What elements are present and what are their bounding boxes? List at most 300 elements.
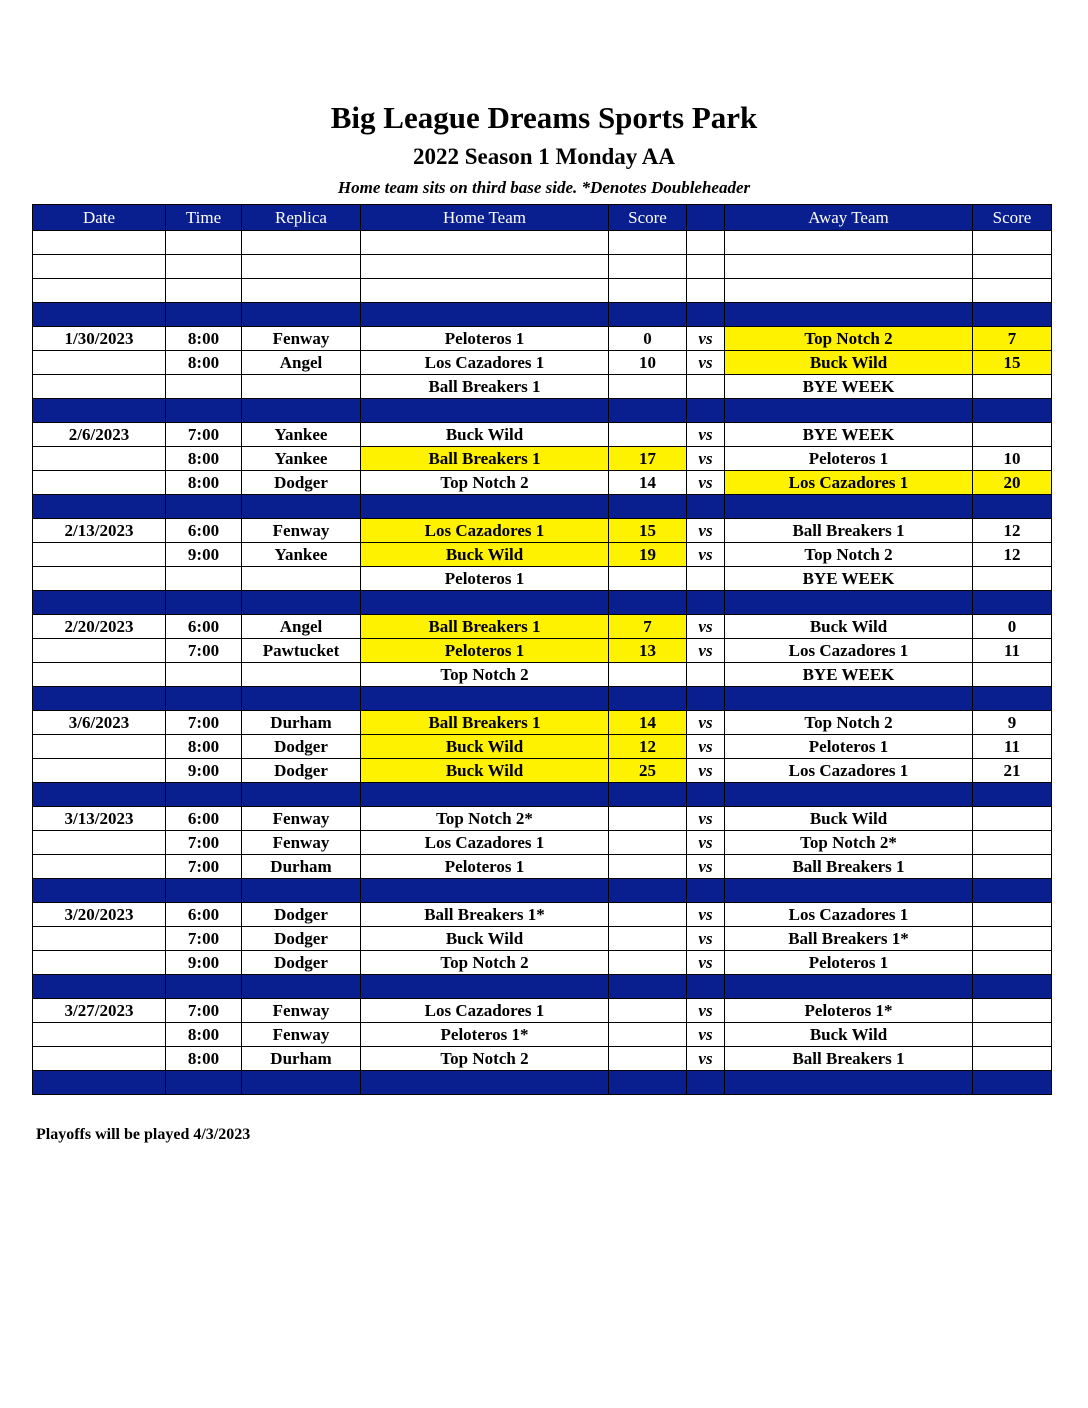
away-team-cell: BYE WEEK (725, 423, 973, 447)
game-row (33, 423, 1052, 447)
home-team-cell: Buck Wild (361, 927, 609, 951)
replica-cell (242, 1071, 361, 1095)
game-row (33, 543, 1052, 567)
replica-cell: Yankee (242, 423, 361, 447)
home-team-cell: Peloteros 1 (361, 327, 609, 351)
time-cell (166, 279, 242, 303)
vs-cell (687, 687, 725, 711)
time-cell (166, 591, 242, 615)
replica-cell (242, 567, 361, 591)
date-cell (33, 1071, 166, 1095)
vs-cell: vs (687, 1023, 725, 1047)
away-team-cell: Top Notch 2 (725, 543, 973, 567)
replica-cell: Fenway (242, 1023, 361, 1047)
date-cell (33, 303, 166, 327)
time-cell (166, 303, 242, 327)
away-team-cell (725, 687, 973, 711)
time-cell: 7:00 (166, 855, 242, 879)
vs-cell: vs (687, 999, 725, 1023)
away-team-cell: Peloteros 1 (725, 447, 973, 471)
home-team-cell: Ball Breakers 1 (361, 711, 609, 735)
away-score-cell (973, 855, 1052, 879)
vs-cell: vs (687, 639, 725, 663)
col-header-vs (687, 205, 725, 231)
home-score-cell (609, 975, 687, 999)
time-cell: 7:00 (166, 711, 242, 735)
home-score-cell (609, 999, 687, 1023)
away-team-cell: Los Cazadores 1 (725, 471, 973, 495)
home-team-cell: Ball Breakers 1 (361, 375, 609, 399)
home-score-cell: 7 (609, 615, 687, 639)
week-separator-row (33, 783, 1052, 807)
time-cell: 8:00 (166, 327, 242, 351)
away-team-cell (725, 975, 973, 999)
vs-cell: vs (687, 927, 725, 951)
time-cell (166, 687, 242, 711)
home-team-cell: Peloteros 1* (361, 1023, 609, 1047)
away-team-cell: BYE WEEK (725, 567, 973, 591)
replica-cell: Durham (242, 1047, 361, 1071)
schedule-note: Home team sits on third base side. *Denotes Doubleheader (337, 178, 751, 197)
replica-cell: Angel (242, 351, 361, 375)
vs-cell: vs (687, 735, 725, 759)
home-score-cell: 14 (609, 711, 687, 735)
away-score-cell (973, 591, 1052, 615)
away-team-cell: Top Notch 2* (725, 831, 973, 855)
home-score-cell (609, 1023, 687, 1047)
replica-cell: Dodger (242, 759, 361, 783)
col-header-home-team: Home Team (361, 205, 609, 231)
replica-cell: Yankee (242, 543, 361, 567)
time-cell: 7:00 (166, 999, 242, 1023)
game-row (33, 855, 1052, 879)
time-cell (166, 399, 242, 423)
away-team-cell: Los Cazadores 1 (725, 903, 973, 927)
schedule-table (32, 204, 1052, 1095)
vs-cell: vs (687, 807, 725, 831)
replica-cell: Durham (242, 711, 361, 735)
date-cell: 2/20/2023 (33, 615, 166, 639)
date-cell (33, 735, 166, 759)
replica-cell (242, 375, 361, 399)
away-team-cell (725, 495, 973, 519)
replica-cell: Dodger (242, 735, 361, 759)
time-cell (166, 975, 242, 999)
date-cell (33, 567, 166, 591)
time-cell: 7:00 (166, 927, 242, 951)
col-header-date: Date (33, 205, 166, 231)
game-row (33, 351, 1052, 375)
game-row (33, 567, 1052, 591)
home-score-cell: 17 (609, 447, 687, 471)
home-team-cell: Top Notch 2 (361, 951, 609, 975)
away-team-cell: BYE WEEK (725, 663, 973, 687)
home-score-cell (609, 879, 687, 903)
away-score-cell: 9 (973, 711, 1052, 735)
away-team-cell (725, 591, 973, 615)
time-cell (166, 663, 242, 687)
replica-cell (242, 399, 361, 423)
away-score-cell: 20 (973, 471, 1052, 495)
replica-cell: Fenway (242, 807, 361, 831)
vs-cell (687, 255, 725, 279)
date-cell (33, 1047, 166, 1071)
playoffs-note: Playoffs will be played 4/3/2023 (36, 1126, 251, 1143)
blank-row (33, 255, 1052, 279)
away-score-cell: 15 (973, 351, 1052, 375)
home-team-cell: Los Cazadores 1 (361, 831, 609, 855)
week-separator-row (33, 591, 1052, 615)
home-team-cell: Los Cazadores 1 (361, 351, 609, 375)
week-separator-row (33, 975, 1052, 999)
date-cell: 2/6/2023 (33, 423, 166, 447)
replica-cell: Dodger (242, 951, 361, 975)
date-cell (33, 231, 166, 255)
replica-cell: Dodger (242, 927, 361, 951)
replica-cell (242, 255, 361, 279)
away-team-cell (725, 279, 973, 303)
time-cell: 7:00 (166, 639, 242, 663)
away-team-cell: Los Cazadores 1 (725, 639, 973, 663)
home-team-cell (361, 783, 609, 807)
home-score-cell (609, 591, 687, 615)
home-score-cell (609, 375, 687, 399)
game-row (33, 735, 1052, 759)
away-team-cell: Los Cazadores 1 (725, 759, 973, 783)
away-score-cell: 11 (973, 639, 1052, 663)
away-score-cell (973, 303, 1052, 327)
away-team-cell (725, 1071, 973, 1095)
replica-cell (242, 279, 361, 303)
time-cell: 8:00 (166, 447, 242, 471)
time-cell: 6:00 (166, 903, 242, 927)
away-team-cell: Ball Breakers 1 (725, 519, 973, 543)
away-score-cell (973, 999, 1052, 1023)
away-score-cell (973, 255, 1052, 279)
away-score-cell: 12 (973, 519, 1052, 543)
replica-cell: Dodger (242, 471, 361, 495)
date-cell (33, 855, 166, 879)
date-cell (33, 639, 166, 663)
home-team-cell (361, 591, 609, 615)
time-cell (166, 567, 242, 591)
home-score-cell (609, 279, 687, 303)
away-score-cell (973, 399, 1052, 423)
vs-cell: vs (687, 351, 725, 375)
vs-cell (687, 279, 725, 303)
home-score-cell (609, 231, 687, 255)
vs-cell (687, 1071, 725, 1095)
game-row (33, 447, 1052, 471)
replica-cell: Fenway (242, 327, 361, 351)
away-team-cell: Peloteros 1 (725, 951, 973, 975)
home-team-cell: Ball Breakers 1* (361, 903, 609, 927)
vs-cell (687, 591, 725, 615)
away-team-cell: Buck Wild (725, 1023, 973, 1047)
away-score-cell (973, 831, 1052, 855)
game-row (33, 639, 1052, 663)
table-header-row (33, 205, 1052, 231)
home-score-cell (609, 423, 687, 447)
col-header-away-score: Score (973, 205, 1052, 231)
replica-cell (242, 231, 361, 255)
away-team-cell (725, 255, 973, 279)
home-score-cell: 15 (609, 519, 687, 543)
page-title: Big League Dreams Sports Park (330, 100, 758, 135)
game-row (33, 1047, 1052, 1071)
home-team-cell: Top Notch 2 (361, 1047, 609, 1071)
away-team-cell (725, 231, 973, 255)
game-row (33, 663, 1052, 687)
blank-row (33, 231, 1052, 255)
time-cell: 8:00 (166, 351, 242, 375)
week-separator-row (33, 495, 1052, 519)
game-row (33, 951, 1052, 975)
home-score-cell (609, 567, 687, 591)
away-score-cell: 11 (973, 735, 1052, 759)
date-cell (33, 759, 166, 783)
replica-cell: Fenway (242, 831, 361, 855)
away-score-cell (973, 807, 1052, 831)
away-team-cell: Buck Wild (725, 807, 973, 831)
date-cell (33, 831, 166, 855)
week-separator-row (33, 399, 1052, 423)
home-score-cell (609, 303, 687, 327)
vs-cell: vs (687, 519, 725, 543)
home-team-cell: Top Notch 2 (361, 663, 609, 687)
replica-cell: Dodger (242, 903, 361, 927)
home-score-cell: 10 (609, 351, 687, 375)
date-cell (33, 351, 166, 375)
date-cell (33, 279, 166, 303)
home-score-cell (609, 855, 687, 879)
home-score-cell (609, 399, 687, 423)
time-cell: 7:00 (166, 831, 242, 855)
home-score-cell: 13 (609, 639, 687, 663)
vs-cell (687, 783, 725, 807)
vs-cell: vs (687, 855, 725, 879)
time-cell (166, 255, 242, 279)
game-row (33, 471, 1052, 495)
time-cell: 9:00 (166, 951, 242, 975)
home-score-cell (609, 495, 687, 519)
away-team-cell (725, 399, 973, 423)
away-score-cell (973, 927, 1052, 951)
away-score-cell (973, 423, 1052, 447)
home-score-cell (609, 1071, 687, 1095)
home-team-cell (361, 231, 609, 255)
vs-cell (687, 375, 725, 399)
time-cell: 6:00 (166, 615, 242, 639)
time-cell: 8:00 (166, 471, 242, 495)
col-header-replica: Replica (242, 205, 361, 231)
vs-cell (687, 663, 725, 687)
time-cell: 8:00 (166, 1047, 242, 1071)
vs-cell: vs (687, 1047, 725, 1071)
replica-cell (242, 975, 361, 999)
home-score-cell (609, 951, 687, 975)
col-header-away-team: Away Team (725, 205, 973, 231)
away-score-cell (973, 951, 1052, 975)
date-cell (33, 447, 166, 471)
away-score-cell (973, 567, 1052, 591)
date-cell (33, 471, 166, 495)
date-cell (33, 951, 166, 975)
replica-cell: Pawtucket (242, 639, 361, 663)
time-cell (166, 1071, 242, 1095)
away-score-cell: 12 (973, 543, 1052, 567)
vs-cell: vs (687, 447, 725, 471)
home-score-cell (609, 807, 687, 831)
away-score-cell: 0 (973, 615, 1052, 639)
home-team-cell: Peloteros 1 (361, 567, 609, 591)
home-score-cell (609, 1047, 687, 1071)
away-team-cell: BYE WEEK (725, 375, 973, 399)
home-team-cell (361, 1071, 609, 1095)
game-row (33, 999, 1052, 1023)
away-score-cell (973, 903, 1052, 927)
date-cell: 3/20/2023 (33, 903, 166, 927)
time-cell (166, 375, 242, 399)
vs-cell (687, 975, 725, 999)
home-team-cell: Buck Wild (361, 423, 609, 447)
week-separator-row (33, 879, 1052, 903)
replica-cell (242, 495, 361, 519)
away-team-cell: Buck Wild (725, 615, 973, 639)
game-row (33, 759, 1052, 783)
home-team-cell: Top Notch 2* (361, 807, 609, 831)
away-score-cell: 21 (973, 759, 1052, 783)
vs-cell: vs (687, 831, 725, 855)
home-team-cell (361, 975, 609, 999)
time-cell: 9:00 (166, 543, 242, 567)
game-row (33, 375, 1052, 399)
game-row (33, 903, 1052, 927)
replica-cell: Angel (242, 615, 361, 639)
vs-cell: vs (687, 471, 725, 495)
game-row (33, 1023, 1052, 1047)
replica-cell: Fenway (242, 999, 361, 1023)
game-row (33, 327, 1052, 351)
date-cell (33, 1023, 166, 1047)
home-score-cell (609, 255, 687, 279)
date-cell (33, 375, 166, 399)
home-score-cell (609, 663, 687, 687)
away-score-cell (973, 495, 1052, 519)
home-team-cell: Los Cazadores 1 (361, 999, 609, 1023)
blank-row (33, 279, 1052, 303)
home-team-cell (361, 279, 609, 303)
season-subtitle: 2022 Season 1 Monday AA (413, 144, 675, 169)
date-cell (33, 543, 166, 567)
away-score-cell (973, 1071, 1052, 1095)
away-score-cell (973, 663, 1052, 687)
home-score-cell (609, 687, 687, 711)
vs-cell: vs (687, 759, 725, 783)
away-team-cell: Peloteros 1* (725, 999, 973, 1023)
vs-cell: vs (687, 543, 725, 567)
away-team-cell: Ball Breakers 1 (725, 1047, 973, 1071)
home-score-cell: 19 (609, 543, 687, 567)
replica-cell: Yankee (242, 447, 361, 471)
home-team-cell (361, 399, 609, 423)
vs-cell: vs (687, 327, 725, 351)
replica-cell (242, 687, 361, 711)
home-team-cell: Los Cazadores 1 (361, 519, 609, 543)
replica-cell (242, 303, 361, 327)
away-score-cell (973, 783, 1052, 807)
date-cell: 3/13/2023 (33, 807, 166, 831)
replica-cell (242, 783, 361, 807)
home-score-cell: 12 (609, 735, 687, 759)
away-score-cell (973, 375, 1052, 399)
time-cell (166, 495, 242, 519)
col-header-time: Time (166, 205, 242, 231)
home-score-cell: 14 (609, 471, 687, 495)
home-team-cell: Top Notch 2 (361, 471, 609, 495)
home-score-cell: 25 (609, 759, 687, 783)
date-cell (33, 879, 166, 903)
date-cell (33, 495, 166, 519)
away-score-cell (973, 879, 1052, 903)
home-score-cell (609, 831, 687, 855)
game-row (33, 519, 1052, 543)
game-row (33, 615, 1052, 639)
replica-cell (242, 663, 361, 687)
home-team-cell (361, 303, 609, 327)
away-team-cell: Top Notch 2 (725, 327, 973, 351)
time-cell: 8:00 (166, 1023, 242, 1047)
away-team-cell (725, 783, 973, 807)
vs-cell (687, 567, 725, 591)
home-score-cell (609, 927, 687, 951)
date-cell (33, 783, 166, 807)
home-team-cell: Buck Wild (361, 759, 609, 783)
game-row (33, 927, 1052, 951)
away-team-cell (725, 303, 973, 327)
away-team-cell: Top Notch 2 (725, 711, 973, 735)
time-cell (166, 231, 242, 255)
home-team-cell (361, 879, 609, 903)
vs-cell (687, 495, 725, 519)
date-cell (33, 591, 166, 615)
away-score-cell (973, 1023, 1052, 1047)
date-cell (33, 687, 166, 711)
away-score-cell: 7 (973, 327, 1052, 351)
home-team-cell (361, 687, 609, 711)
away-team-cell: Ball Breakers 1* (725, 927, 973, 951)
vs-cell: vs (687, 711, 725, 735)
game-row (33, 711, 1052, 735)
time-cell: 7:00 (166, 423, 242, 447)
home-score-cell: 0 (609, 327, 687, 351)
date-cell: 1/30/2023 (33, 327, 166, 351)
vs-cell: vs (687, 615, 725, 639)
vs-cell (687, 879, 725, 903)
date-cell: 3/6/2023 (33, 711, 166, 735)
away-score-cell (973, 1047, 1052, 1071)
time-cell: 6:00 (166, 519, 242, 543)
time-cell: 6:00 (166, 807, 242, 831)
col-header-home-score: Score (609, 205, 687, 231)
time-cell: 9:00 (166, 759, 242, 783)
home-team-cell (361, 495, 609, 519)
time-cell (166, 879, 242, 903)
away-score-cell (973, 975, 1052, 999)
date-cell (33, 399, 166, 423)
away-team-cell: Buck Wild (725, 351, 973, 375)
game-row (33, 807, 1052, 831)
